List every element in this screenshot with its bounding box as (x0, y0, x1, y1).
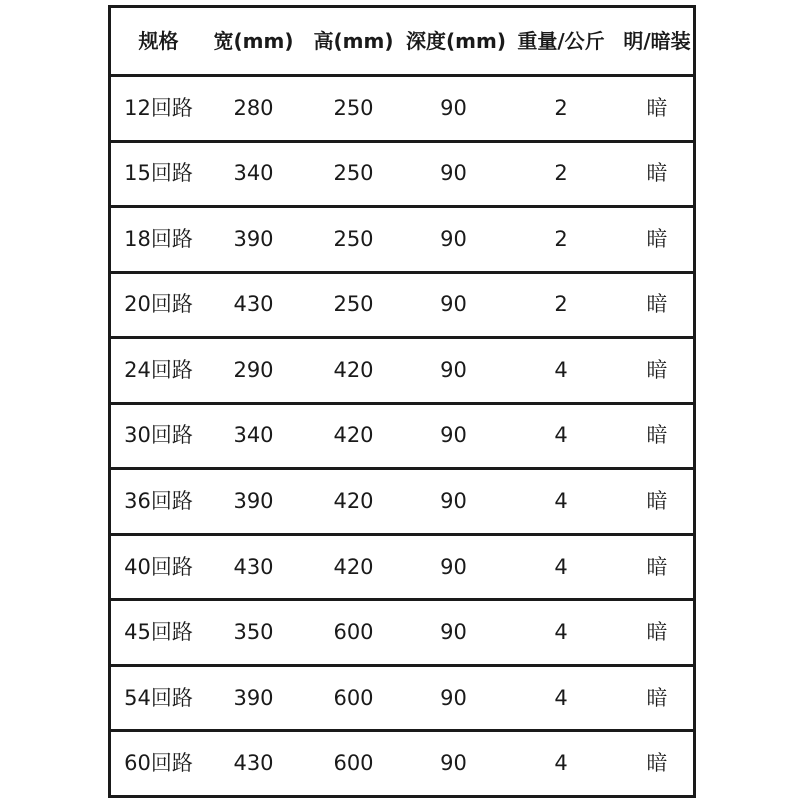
cell-depth: 90 (440, 95, 467, 120)
cell-weight: 2 (554, 292, 568, 317)
cell-width: 350 (233, 620, 274, 645)
cell-spec: 36回路 (124, 489, 193, 514)
header-cell-spec: 规格 (138, 29, 179, 53)
cell-spec: 15回路 (124, 161, 193, 186)
header-cell-mount: 明/暗装 (623, 29, 691, 53)
cell-width: 390 (233, 489, 274, 514)
cell-spec: 18回路 (124, 226, 193, 251)
cell-weight: 4 (554, 620, 568, 645)
cell-weight: 4 (554, 489, 568, 514)
cell-mount: 暗 (646, 685, 668, 710)
cell-height: 600 (333, 620, 374, 645)
cell-width: 340 (233, 161, 274, 186)
cell-mount: 暗 (646, 357, 668, 382)
cell-width: 430 (233, 751, 274, 776)
cell-mount: 暗 (646, 292, 668, 317)
cell-width: 280 (233, 95, 274, 120)
table-row (111, 402, 693, 468)
table-row (111, 729, 693, 795)
cell-width: 430 (233, 554, 274, 579)
cell-depth: 90 (440, 554, 467, 579)
cell-height: 420 (333, 423, 374, 448)
cell-spec: 12回路 (124, 95, 193, 120)
cell-spec: 30回路 (124, 423, 193, 448)
cell-mount: 暗 (646, 95, 668, 120)
cell-height: 420 (333, 489, 374, 514)
cell-weight: 4 (554, 423, 568, 448)
cell-spec: 40回路 (124, 554, 193, 579)
spec-table (108, 5, 696, 798)
cell-weight: 4 (554, 357, 568, 382)
cell-width: 390 (233, 685, 274, 710)
cell-depth: 90 (440, 489, 467, 514)
cell-mount: 暗 (646, 620, 668, 645)
cell-spec: 54回路 (124, 685, 193, 710)
cell-height: 250 (333, 95, 374, 120)
cell-mount: 暗 (646, 489, 668, 514)
table-row (111, 467, 693, 533)
cell-width: 430 (233, 292, 274, 317)
cell-height: 600 (333, 751, 374, 776)
table-row (111, 140, 693, 206)
table-row (111, 271, 693, 337)
cell-weight: 4 (554, 685, 568, 710)
cell-mount: 暗 (646, 554, 668, 579)
cell-depth: 90 (440, 161, 467, 186)
cell-weight: 2 (554, 161, 568, 186)
header-cell-weight: 重量/公斤 (517, 29, 605, 53)
cell-height: 600 (333, 685, 374, 710)
table-row (111, 598, 693, 664)
header-cell-height: 高(mm) (313, 29, 394, 53)
cell-spec: 24回路 (124, 357, 193, 382)
cell-depth: 90 (440, 620, 467, 645)
cell-width: 390 (233, 226, 274, 251)
header-cell-width: 宽(mm) (213, 29, 294, 53)
cell-mount: 暗 (646, 226, 668, 251)
table-row (111, 205, 693, 271)
cell-spec: 20回路 (124, 292, 193, 317)
table-row (111, 664, 693, 730)
cell-mount: 暗 (646, 423, 668, 448)
cell-height: 250 (333, 226, 374, 251)
cell-weight: 4 (554, 751, 568, 776)
table-row (111, 533, 693, 599)
cell-width: 340 (233, 423, 274, 448)
cell-height: 250 (333, 292, 374, 317)
cell-weight: 2 (554, 95, 568, 120)
cell-depth: 90 (440, 226, 467, 251)
cell-depth: 90 (440, 423, 467, 448)
cell-depth: 90 (440, 292, 467, 317)
cell-spec: 45回路 (124, 620, 193, 645)
cell-depth: 90 (440, 751, 467, 776)
cell-depth: 90 (440, 685, 467, 710)
header-cell-depth: 深度(mm) (406, 29, 506, 53)
cell-height: 420 (333, 554, 374, 579)
cell-weight: 2 (554, 226, 568, 251)
cell-mount: 暗 (646, 751, 668, 776)
cell-width: 290 (233, 357, 274, 382)
table-row (111, 74, 693, 140)
cell-height: 250 (333, 161, 374, 186)
cell-mount: 暗 (646, 161, 668, 186)
table-row (111, 336, 693, 402)
cell-depth: 90 (440, 357, 467, 382)
cell-spec: 60回路 (124, 751, 193, 776)
table-header-row (111, 8, 693, 74)
cell-weight: 4 (554, 554, 568, 579)
cell-height: 420 (333, 357, 374, 382)
